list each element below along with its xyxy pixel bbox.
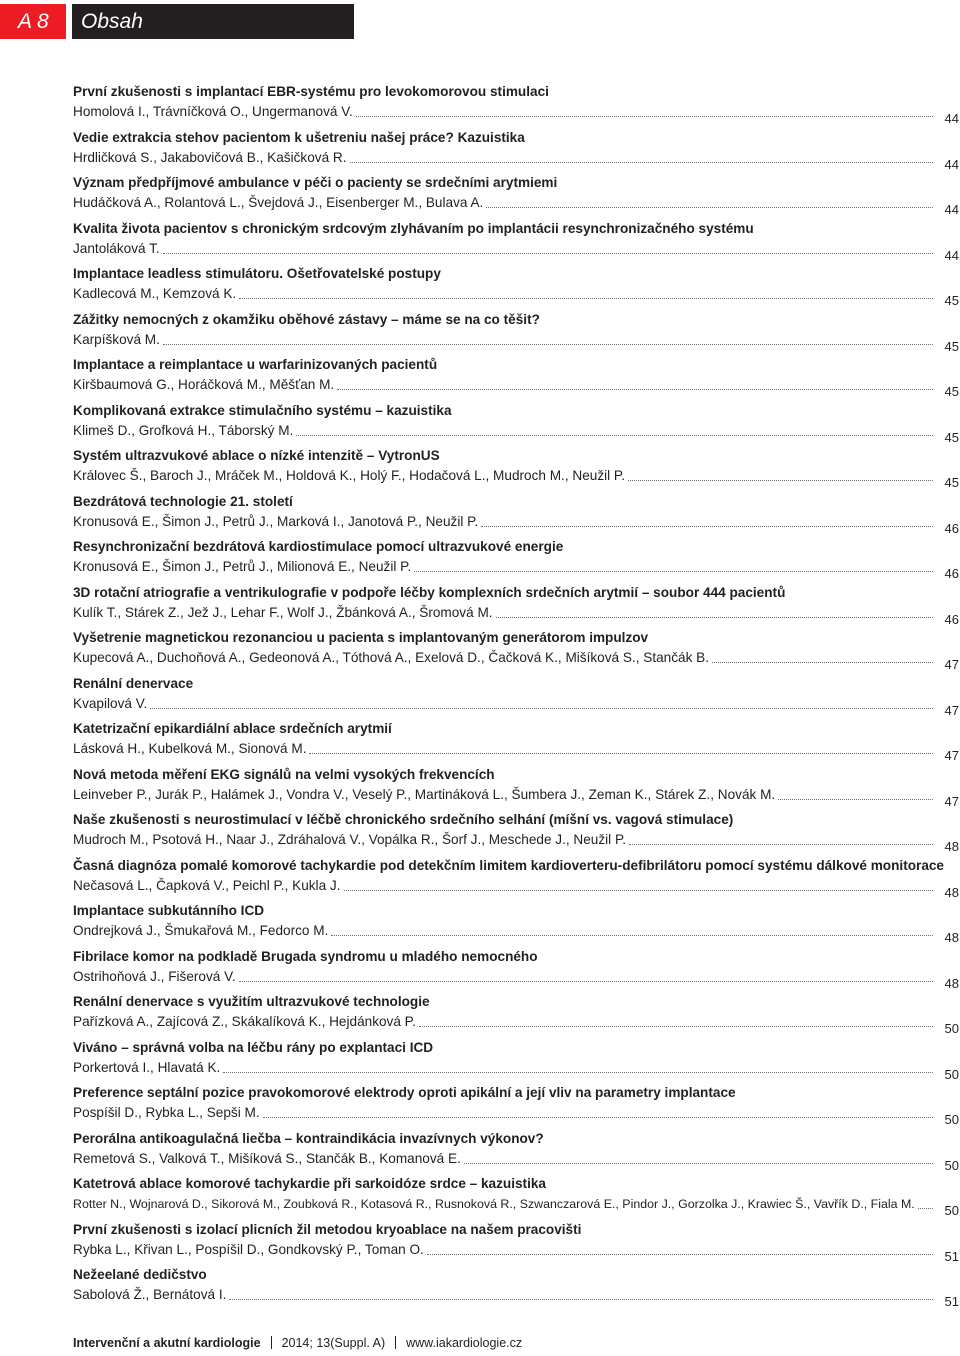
dot-leader (496, 617, 933, 618)
toc-entry-page-number: 45 (944, 338, 959, 354)
toc-entry-title: První zkušenosti s implantací EBR-systému pro levokomorovou stimulaci (73, 84, 549, 99)
toc-entry[interactable] (73, 948, 959, 994)
toc-entry-authors: Leinveber P., Jurák P., Halámek J., Vondra V., Veselý P., Martináková L., Šumbera J., Zeman K., Stárek Z., Novák M. (73, 786, 776, 802)
toc-entry-authors: Královec Š., Baroch J., Mráček M., Holdová K., Holý F., Hodačová L., Mudroch M., Neužil P. (73, 468, 626, 483)
dot-leader (464, 1163, 933, 1164)
toc-entry[interactable] (73, 220, 959, 266)
toc-entry-authors: Homolová I., Trávníčková O., Ungermanová V. (73, 104, 353, 119)
dot-leader (239, 298, 933, 299)
toc-entry-author-line (73, 513, 959, 536)
toc-entry-author-line (73, 877, 959, 900)
toc-entry-author-line (73, 285, 959, 308)
toc-entry-page-number: 48 (944, 930, 959, 945)
toc-entry-title: Časná diagnóza pomalé komorové tachykardie pod detekčním limitem kardioverteru-defibrilátoru pomocí systému dálkové monitorace (73, 857, 944, 873)
toc-entry[interactable] (73, 1221, 959, 1267)
toc-entry-page-number: 47 (944, 657, 959, 672)
toc-entry-author-line (73, 1195, 959, 1218)
toc-entry[interactable] (73, 1130, 959, 1176)
toc-entry-author-line (73, 1286, 959, 1309)
toc-entry-title: Preference septální pozice pravokomorové elektrody oproti apikální a její vliv na parametry implantace (73, 1085, 736, 1100)
toc-entry-title: Renální denervace (73, 675, 194, 691)
dot-leader (778, 799, 933, 800)
toc-entry[interactable] (73, 584, 959, 630)
dot-leader (481, 526, 933, 527)
toc-entry-author-line (73, 1241, 959, 1264)
toc-entry-authors: Pospíšil D., Rybka L., Sepši M. (73, 1105, 260, 1120)
dot-leader (356, 116, 933, 117)
toc-entry-author-line (73, 103, 959, 126)
toc-entry-title: Význam předpříjmové ambulance v péči o pacienty se srdečními arytmiemi (73, 175, 558, 190)
toc-entry-authors: Kadlecová M., Kemzová K. (73, 286, 237, 301)
toc-entry-author-line (73, 604, 959, 627)
toc-entry[interactable] (73, 1084, 959, 1130)
footer-website[interactable]: www.iakardiologie.cz (406, 1336, 523, 1350)
toc-entry-page-number: 47 (944, 793, 959, 809)
toc-entry-authors: Kupecová A., Duchoňová A., Gedeonová A., Tóthová A., Exelová D., Čačková K., Mišíková S., Stančák B. (73, 650, 709, 665)
toc-entry-title: Bezdrátová technologie 21. století (73, 493, 293, 509)
toc-entry[interactable] (73, 174, 959, 220)
toc-entry-title: Kvalita života pacientov s chronickým srdcovým zlyhávaním po implantácii resynchronizačného systému (73, 220, 754, 236)
toc-entry-page-number: 51 (944, 1294, 959, 1309)
toc-entry-authors: Kiršbaumová G., Horáčková M., Měšťan M. (73, 377, 335, 392)
dot-leader (239, 981, 933, 982)
toc-entry-title: Naše zkušenosti s neurostimulací v léčbě chronického srdečního selhání (míšní vs. vagová stimulace) (73, 812, 734, 827)
dot-leader (263, 1117, 933, 1118)
footer-separator (395, 1336, 396, 1349)
toc-entry-authors: Kronusová E., Šimon J., Petrů J., Milionová E., Neužil P. (73, 559, 412, 574)
toc-entry-page-number: 46 (944, 566, 959, 581)
page-header (0, 4, 960, 39)
toc-entry-page-number: 48 (944, 839, 959, 854)
toc-entry-authors: Pařízková A., Zajícová Z., Skákalíková K., Hejdánková P. (73, 1014, 416, 1029)
toc-entry-title: Implantace a reimplantace u warfarinizovaných pacientů (73, 357, 438, 372)
toc-entry-author-line (73, 740, 959, 763)
toc-entry[interactable] (73, 857, 959, 903)
toc-entry-author-line (73, 1150, 959, 1173)
toc-entry-authors: Ondrejková J., Šmukařová M., Fedorco M. (73, 923, 329, 938)
toc-entry-author-line (73, 467, 959, 490)
toc-entry-page-number: 51 (944, 1248, 959, 1264)
toc-entry-authors: Porkertová I., Hlavatá K. (73, 1059, 221, 1075)
toc-entry-author-line (73, 649, 959, 672)
toc-entry[interactable] (73, 629, 959, 675)
toc-entry-author-line (73, 149, 959, 172)
toc-entry-author-line (73, 922, 959, 945)
toc-entry-title: Nová metoda měření EKG signálů na velmi vysokých frekvencích (73, 766, 495, 782)
toc-entry-title: Systém ultrazvukové ablace o nízké intenzitě – VytronUS (73, 448, 440, 463)
dot-leader (628, 480, 933, 481)
toc-entry-title: Zážitky nemocných z okamžiku oběhové zástavy – máme se na co těšit? (73, 311, 540, 327)
toc-entry-title: Vyšetrenie magnetickou rezonanciou u pacienta s implantovaným generátorom impulzov (73, 630, 649, 645)
toc-entry[interactable] (73, 720, 959, 766)
dot-leader (309, 753, 933, 754)
toc-entry[interactable] (73, 356, 959, 402)
toc-entry-page-number: 45 (944, 384, 959, 399)
page-number-tab: A 8 (0, 4, 66, 39)
dot-leader (427, 1254, 933, 1255)
toc-entry-author-line (73, 786, 959, 809)
toc-entry-title: První zkušenosti s izolací plicních žil metodou kryoablace na našem pracovišti (73, 1221, 582, 1237)
dot-leader (229, 1299, 933, 1300)
dot-leader (419, 1026, 933, 1027)
toc-entry-authors: Hudáčková A., Rolantová L., Švejdová J., Eisenberger M., Bulava A. (73, 195, 484, 210)
toc-entry-page-number: 50 (944, 1203, 959, 1218)
footer-issue: 2014; 13(Suppl. A) (281, 1336, 386, 1350)
toc-entry-authors: Karpíšková M. (73, 331, 160, 347)
dot-leader (331, 935, 933, 936)
toc-entry-author-line (73, 331, 959, 354)
toc-entry-author-line (73, 376, 959, 399)
table-of-contents (73, 83, 959, 1312)
toc-entry-author-line (73, 1013, 959, 1036)
toc-entry-authors: Hrdličková S., Jakabovičová B., Kašičková R. (73, 149, 347, 165)
toc-entry[interactable] (73, 1039, 959, 1085)
toc-entry-author-line (73, 968, 959, 991)
toc-entry[interactable] (73, 129, 959, 175)
toc-entry-authors: Kvapilová V. (73, 695, 148, 711)
toc-entry-authors: Nečasová L., Čapková V., Peichl P., Kukla J. (73, 877, 341, 893)
toc-entry-page-number: 44 (944, 111, 959, 126)
toc-entry-title: Implantace leadless stimulátoru. Ošetřovatelské postupy (73, 266, 441, 281)
dot-leader (296, 435, 933, 436)
dot-leader (918, 1208, 933, 1209)
toc-entry-author-line (73, 558, 959, 581)
toc-entry-page-number: 47 (944, 748, 959, 763)
dot-leader (629, 844, 933, 845)
dot-leader (223, 1072, 933, 1073)
toc-entry-page-number: 44 (944, 156, 959, 172)
toc-entry[interactable] (73, 1266, 959, 1312)
toc-entry-title: Resynchronizační bezdrátová kardiostimulace pomocí ultrazvukové energie (73, 539, 564, 554)
toc-entry-author-line (73, 831, 959, 854)
toc-entry-title: Komplikovaná extrakce stimulačního systému – kazuistika (73, 402, 452, 418)
toc-entry-author-line (73, 1104, 959, 1127)
toc-entry-author-line (73, 422, 959, 445)
toc-entry[interactable] (73, 1175, 959, 1221)
toc-entry[interactable] (73, 766, 959, 812)
page-footer (73, 1336, 522, 1350)
toc-entry-authors: Sabolová Ž., Bernátová I. (73, 1287, 227, 1302)
toc-entry-title: Implantace subkutánního ICD (73, 903, 265, 918)
toc-entry[interactable] (73, 83, 959, 129)
toc-entry[interactable] (73, 811, 959, 857)
toc-entry-page-number: 48 (944, 975, 959, 991)
toc-entry[interactable] (73, 447, 959, 493)
dot-leader (344, 890, 934, 891)
toc-entry-page-number: 47 (944, 702, 959, 718)
toc-entry-page-number: 46 (944, 520, 959, 536)
toc-entry-authors: Jantoláková T. (73, 240, 160, 256)
toc-entry-author-line (73, 695, 959, 718)
toc-entry-author-line (73, 194, 959, 217)
toc-entry-title: Nežeelané dedičstvo (73, 1267, 207, 1282)
toc-entry-page-number: 45 (944, 475, 959, 490)
toc-entry[interactable] (73, 311, 959, 357)
toc-entry-page-number: 45 (944, 293, 959, 308)
toc-entry[interactable] (73, 993, 959, 1039)
toc-entry-authors: Mudroch M., Psotová H., Naar J., Zdráhalová V., Vopálka R., Šorf J., Meschede J., Neužil P. (73, 832, 627, 847)
toc-entry-authors: Ostrihoňová J., Fišerová V. (73, 968, 236, 984)
toc-entry-title: Viváno – správná volba na léčbu rány po explantaci ICD (73, 1039, 434, 1055)
toc-entry-title: Katetrizační epikardiální ablace srdečních arytmií (73, 721, 392, 736)
toc-entry-title: 3D rotační atriografie a ventrikulografie v podpoře léčby komplexních srdečních arytmií – soubor 444 pacientů (73, 584, 786, 600)
toc-entry-title: Katetrová ablace komorové tachykardie při sarkoidóze srdce – kazuistika (73, 1176, 546, 1191)
dot-leader (486, 207, 933, 208)
dot-leader (337, 389, 933, 390)
toc-entry-authors: Rybka L., Křivan L., Pospíšil D., Gondkovský P., Toman O. (73, 1241, 424, 1257)
toc-entry[interactable] (73, 675, 959, 721)
toc-entry-page-number: 44 (944, 202, 959, 217)
toc-entry-author-line (73, 240, 959, 263)
toc-entry[interactable] (73, 402, 959, 448)
toc-entry-page-number: 45 (944, 429, 959, 445)
dot-leader (712, 662, 933, 663)
dot-leader (414, 571, 933, 572)
toc-entry-authors: Klimeš D., Grofková H., Táborský M. (73, 422, 294, 438)
toc-entry-authors: Kronusová E., Šimon J., Petrů J., Marková I., Janotová P., Neužil P. (73, 513, 479, 529)
toc-entry-authors: Remetová S., Valková T., Mišíková S., Stančák B., Komanová E. (73, 1150, 461, 1166)
toc-entry-page-number: 46 (944, 611, 959, 627)
toc-entry-title: Renální denervace s využitím ultrazvukové technologie (73, 994, 430, 1009)
toc-entry-title: Perorálna antikoagulačná liečba – kontraindikácia invazívnych výkonov? (73, 1130, 544, 1146)
toc-entry-page-number: 50 (944, 1112, 959, 1127)
toc-entry[interactable] (73, 265, 959, 311)
dot-leader (163, 253, 933, 254)
toc-entry[interactable] (73, 902, 959, 948)
section-title: Obsah (72, 4, 354, 39)
toc-entry-authors: Rotter N., Wojnarová D., Sikorová M., Zoubková R., Kotasová R., Rusnoková R., Szwanczarová E., Pindor J., Gorzolka J., Krawiec Š., Vavřík D., Fiala M. (73, 1197, 915, 1211)
toc-entry-page-number: 48 (944, 884, 959, 900)
toc-entry-page-number: 50 (944, 1021, 959, 1036)
toc-entry-page-number: 50 (944, 1066, 959, 1082)
dot-leader (150, 708, 933, 709)
toc-entry-title: Vedie extrakcia stehov pacientom k ušetreniu našej práce? Kazuistika (73, 129, 525, 145)
toc-entry-page-number: 50 (944, 1157, 959, 1173)
toc-entry-authors: Lásková H., Kubelková M., Sionová M. (73, 741, 307, 756)
footer-separator (271, 1336, 272, 1349)
toc-entry-author-line (73, 1059, 959, 1082)
toc-entry[interactable] (73, 493, 959, 539)
toc-entry-page-number: 44 (944, 247, 959, 263)
toc-entry[interactable] (73, 538, 959, 584)
dot-leader (163, 344, 933, 345)
dot-leader (350, 162, 934, 163)
footer-journal: Intervenční a akutní kardiologie (73, 1336, 261, 1350)
toc-entry-title: Fibrilace komor na podkladě Brugada syndromu u mladého nemocného (73, 948, 538, 964)
toc-entry-authors: Kulík T., Stárek Z., Jež J., Lehar F., Wolf J., Žbánková A., Šromová M. (73, 604, 493, 620)
